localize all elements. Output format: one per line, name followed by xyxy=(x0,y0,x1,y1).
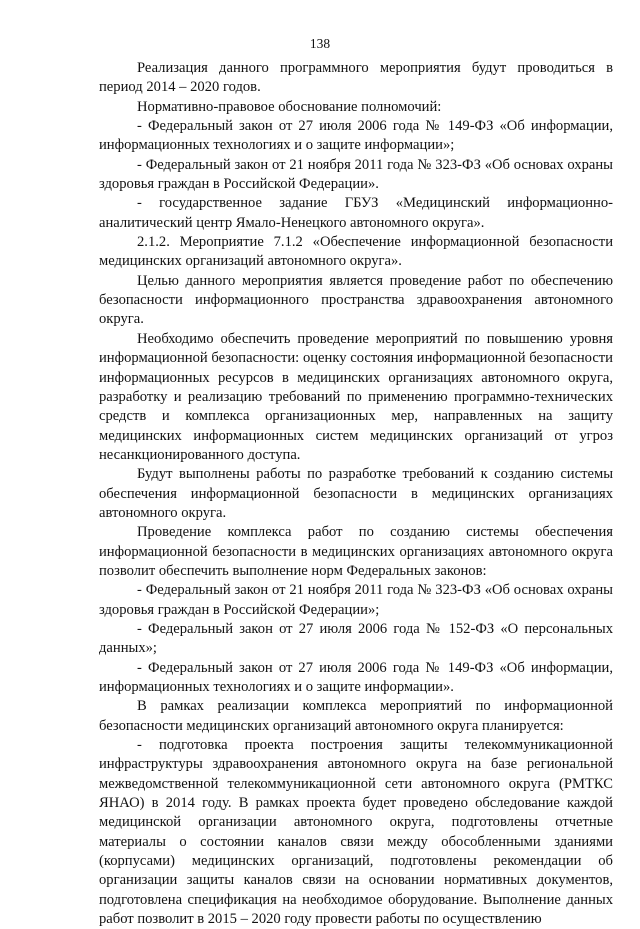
document-body xyxy=(99,59,613,929)
paragraph: - государственное задание ГБУЗ «Медицинский информационно-аналитический центр Ямало-Ненецкого автономного округа». xyxy=(99,195,613,231)
paragraph: Будут выполнены работы по разработке требований к созданию системы обеспечения информационной безопасности в медицинских организациях автономного округа. xyxy=(99,466,613,521)
section-heading: 2.1.2. Мероприятие 7.1.2 «Обеспечение информационной безопасности медицинских организаций автономного округа». xyxy=(99,234,613,270)
paragraph: Реализация данного программного мероприятия будут проводиться в период 2014 – 2020 годов. xyxy=(99,60,613,96)
paragraph: - Федеральный закон от 27 июля 2006 года № 149-ФЗ «Об информации, информационных технологиях и о защите информации»; xyxy=(99,118,613,154)
page-number: 138 xyxy=(309,36,331,51)
paragraph: - Федеральный закон от 27 июля 2006 года № 152-ФЗ «О персональных данных»; xyxy=(99,620,613,657)
paragraph: - подготовка проекта построения защиты телекоммуникационной инфраструктуры здравоохранения автономного округа на базе региональной межведомственной телекоммуникационной сети автономного округа (РМТКС ЯНАО) в 2014 году. В рамках проекта будет проведено обследование каждой медицинской организации автономного округа, подготовлены отчетные материалы о состоянии каналов связи между обособленными зданиями (корпусами) медицинских организаций, подготовлены рекомендации об организации защиты каналов связи на основании нормативных документов, подготовлена спецификация на необходимое оборудование. Выполнение данных работ позволит в 2015 – 2020 году провести работы по осуществлению xyxy=(99,737,613,928)
paragraph: Целью данного мероприятия является проведение работ по обеспечению безопасности информационного пространства здравоохранения автономного округа. xyxy=(99,272,613,328)
paragraph: - Федеральный закон от 21 ноября 2011 года № 323-ФЗ «Об основах охраны здоровья граждан в Российской Федерации». xyxy=(99,156,613,193)
paragraph: В рамках реализации комплекса мероприятий по информационной безопасности медицинских организаций автономного округа планируется: xyxy=(99,698,613,734)
paragraph: - Федеральный закон от 27 июля 2006 года № 149-ФЗ «Об информации, информационных технологиях и о защите информации». xyxy=(99,659,613,695)
paragraph: Нормативно-правовое обоснование полномочий: xyxy=(137,98,442,115)
paragraph: - Федеральный закон от 21 ноября 2011 года № 323-ФЗ «Об основах охраны здоровья граждан в Российской Федерации»; xyxy=(99,582,613,618)
paragraph: Необходимо обеспечить проведение мероприятий по повышению уровня информационной безопасности: оценку состояния информационной безопасности информационных ресурсов в медицинских организациях автономного округа, разработку и реализацию требований по применению программно-технических средств и комплекса организационных мер, направленных на защиту медицинских информационных систем медицинских организаций от угроз несанкционированного доступа. xyxy=(99,330,613,463)
paragraph: Проведение комплекса работ по созданию системы обеспечения информационной безопасности в медицинских организациях автономного округа позволит обеспечить выполнение норм Федеральных законов: xyxy=(99,524,613,579)
